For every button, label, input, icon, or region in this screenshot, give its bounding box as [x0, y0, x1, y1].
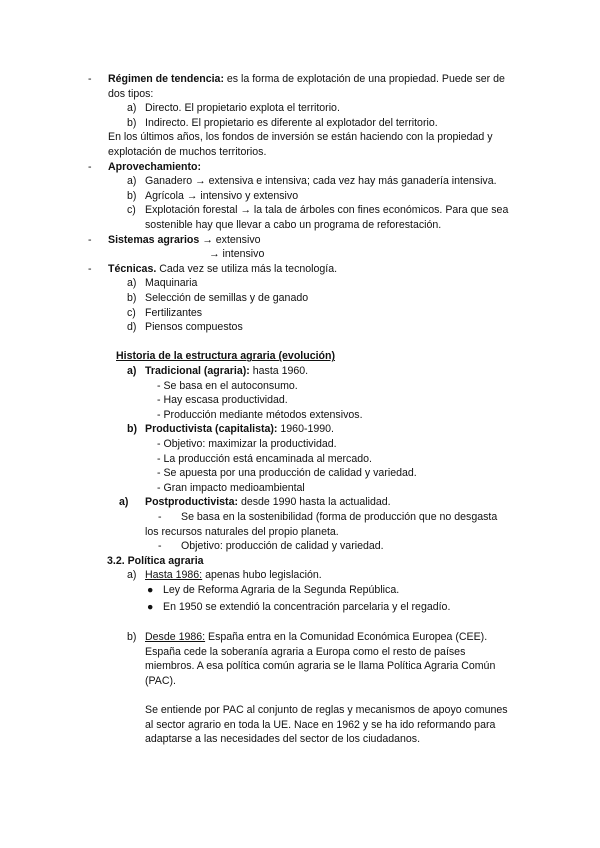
tecnicas-title: Técnicas. [108, 262, 157, 275]
list-marker [127, 364, 136, 379]
paragraph-line: (PAC). [145, 674, 176, 687]
list-item: Agrícola → intensivo y extensivo [145, 189, 299, 202]
list-item: - Se apuesta por una producción de calidad y variedad. [157, 467, 417, 480]
list-marker: a) [127, 277, 137, 290]
list-marker: b) [127, 292, 137, 304]
list-item: Piensos compuestos [145, 321, 243, 334]
list-item-cont: sostenible hay que llevar a cabo un programa de reforestación. [145, 219, 442, 231]
tecnicas-text: Cada vez se utiliza más la tecnología. [156, 262, 338, 275]
desde-1986-text: España entra en la Comunidad Económica Europea (CEE). [205, 631, 488, 643]
productivista-title: Productivista (capitalista): [145, 423, 278, 436]
list-item: Fertilizantes [145, 306, 203, 319]
regimen-note-cont: explotación de muchos territorios. [108, 146, 267, 158]
tradicional-title: Tradicional (agraria): [145, 365, 250, 377]
paragraph-line: España cede la soberanía agraria a Europa como el resto de países [145, 645, 466, 658]
paragraph-line: Se entiende por PAC al conjunto de reglas y mecanismos de apoyo comunes [145, 704, 508, 716]
postproductivista-heading [145, 495, 391, 510]
list-item: - La producción está encaminada al mercado. [157, 452, 372, 465]
list-marker-text: a) [127, 365, 137, 377]
historia-title [116, 349, 335, 364]
list-item: - Objetivo: maximizar la productividad. [157, 438, 337, 450]
list-marker: b) [127, 189, 137, 202]
historia-title-text: Historia de la estructura agraria (evolución) [116, 350, 336, 363]
dash-marker: - [88, 262, 92, 275]
list-marker: c) [127, 204, 136, 217]
tradicional-heading [145, 364, 308, 379]
sistemas-extensivo: → extensivo [199, 233, 261, 246]
sistemas-paragraph [108, 233, 261, 248]
list-marker: c) [127, 306, 136, 319]
regimen-text-cont: dos tipos: [108, 87, 154, 100]
sistemas-title: Sistemas agrarios [108, 233, 200, 246]
list-marker [119, 495, 128, 510]
paragraph-line: al sector agrario en toda la UE. Nace en 1962 y se ha ido reformando para [145, 718, 496, 731]
aprovechamiento-title [108, 160, 201, 175]
list-marker-text: a) [119, 496, 129, 509]
paragraph-line: miembros. A esa política común agraria se le llama Política Agraria Común [145, 660, 496, 673]
list-item: Ganadero → extensiva e intensiva; cada vez hay más ganadería intensiva. [145, 175, 497, 188]
list-item: - Hay escasa productividad. [157, 394, 288, 407]
list-item: - Gran impacto medioambiental [157, 481, 305, 494]
dash-marker: - [88, 233, 92, 246]
list-marker: a) [127, 102, 137, 115]
regimen-title: Régimen de tendencia: [108, 73, 224, 85]
list-item: Maquinaria [145, 277, 198, 290]
list-item: Indirecto. El propietario es diferente al explotador del territorio. [145, 116, 438, 129]
desde-1986-label: Desde 1986: [145, 631, 206, 643]
list-marker: a) [127, 175, 137, 188]
regimen-text: es la forma de explotación de una propiedad. Puede ser de [223, 73, 505, 85]
regimen-paragraph [108, 72, 505, 87]
politica-title-text: 3.2. Política agraria [107, 554, 204, 567]
productivista-heading [145, 422, 334, 437]
dash-marker: - [88, 73, 92, 85]
list-item-cont: los recursos naturales del propio planeta. [145, 525, 339, 538]
tradicional-text: hasta 1960. [249, 365, 309, 377]
list-item: Objetivo: producción de calidad y variedad. [181, 540, 384, 553]
dash-marker: - [158, 511, 162, 523]
list-item: Directo. El propietario explota el territorio. [145, 102, 340, 115]
list-item: Se basa en la sostenibilidad (forma de producción que no desgasta [181, 511, 498, 523]
list-item: Ley de Reforma Agraria de la Segunda República. [163, 584, 400, 596]
regimen-note: En los últimos años, los fondos de inversión se están haciendo con la propiedad y [108, 131, 493, 144]
list-item: - Se basa en el autoconsumo. [157, 379, 298, 392]
list-marker [127, 422, 137, 437]
list-item: En 1950 se extendió la concentración parcelaria y el regadío. [163, 601, 451, 613]
list-marker: a) [127, 569, 137, 582]
list-marker-text: b) [127, 423, 137, 436]
hasta-1986-label: Hasta 1986: [145, 569, 203, 582]
postproductivista-text: desde 1990 hasta la actualidad. [238, 496, 391, 509]
politica-title [107, 554, 204, 569]
hasta-1986-heading [145, 568, 322, 583]
sistemas-intensivo: → intensivo [209, 248, 265, 261]
hasta-1986-text: apenas hubo legislación. [202, 569, 322, 582]
list-item: - Producción mediante métodos extensivos. [157, 408, 363, 421]
tecnicas-paragraph [108, 262, 337, 277]
list-marker: b) [127, 631, 137, 643]
list-marker: d) [127, 321, 137, 334]
dash-marker: - [88, 160, 92, 173]
bullet-icon: ● [147, 584, 154, 596]
productivista-text: 1960-1990. [277, 423, 335, 436]
paragraph-line: adaptarse a las necesidades del sector de los ciudadanos. [145, 733, 421, 746]
dash-marker: - [158, 540, 162, 553]
list-marker: b) [127, 116, 137, 129]
list-item: Explotación forestal → la tala de árboles con fines económicos. Para que sea [145, 204, 509, 217]
list-item: Selección de semillas y de ganado [145, 292, 309, 304]
aprovechamiento-title-text: Aprovechamiento: [108, 160, 202, 173]
bullet-icon: ● [147, 601, 154, 613]
desde-1986-heading [145, 630, 487, 645]
postproductivista-title: Postproductivista: [145, 496, 239, 509]
